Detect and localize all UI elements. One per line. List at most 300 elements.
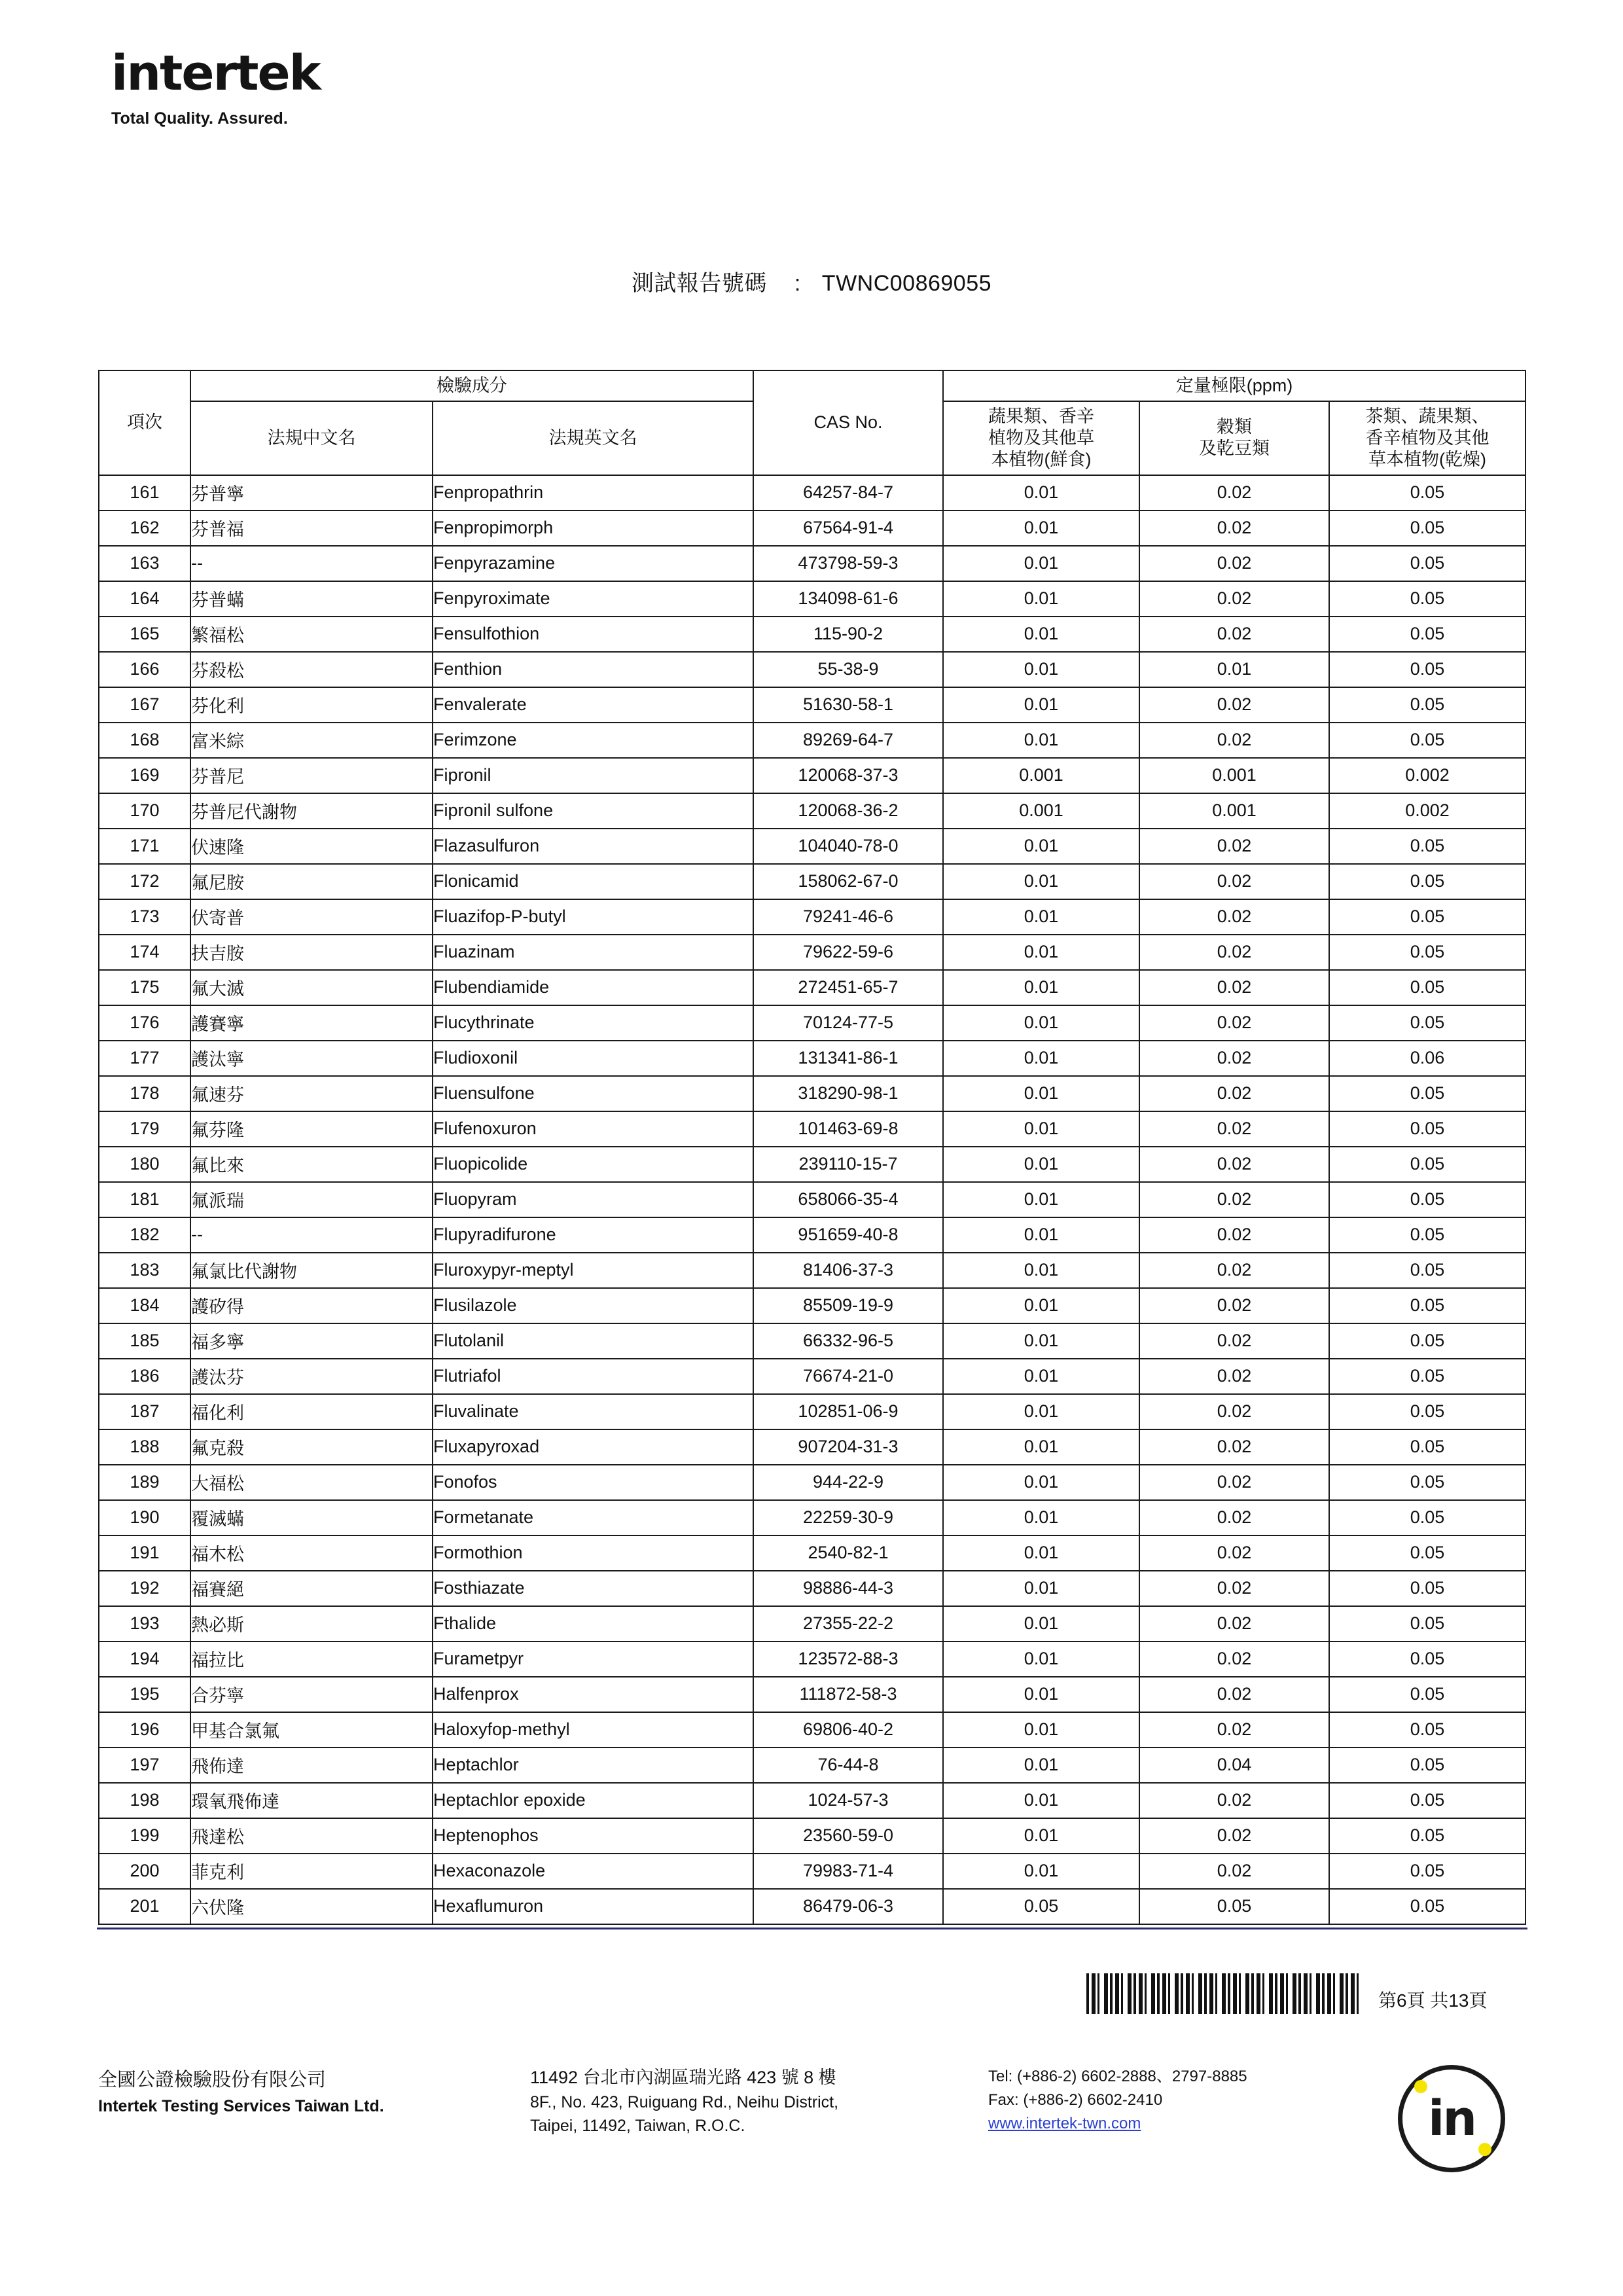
table-row [99,1465,1525,1500]
table-row [99,1429,1525,1465]
cell-cas: 79241-46-6 [753,899,943,935]
cell-limit-grain: 0.02 [1139,723,1329,758]
cell-name-en: Fenvalerate [433,687,753,723]
cell-name-zh: 芬普蟎 [190,581,433,617]
cell-name-zh: -- [190,546,433,581]
cell-name-zh: 福拉比 [190,1641,433,1677]
cell-limit-grain: 0.02 [1139,899,1329,935]
cell-index: 177 [99,1041,190,1076]
cell-index: 164 [99,581,190,617]
cell-limit-dried: 0.05 [1329,1571,1525,1606]
cell-index: 197 [99,1748,190,1783]
page-footer [98,2065,1538,2172]
cell-limit-grain: 0.02 [1139,1147,1329,1182]
cell-name-zh: 扶吉胺 [190,935,433,970]
cell-name-en: Flupyradifurone [433,1217,753,1253]
footer-tel: Tel: (+886-2) 6602-2888、2797-8885 [988,2068,1247,2085]
table-row [99,1535,1525,1571]
analyte-table [98,370,1526,1925]
cell-name-zh: 菲克利 [190,1854,433,1889]
cell-limit-dried: 0.002 [1329,793,1525,829]
cell-index: 186 [99,1359,190,1394]
cell-name-en: Fluensulfone [433,1076,753,1111]
cell-cas: 51630-58-1 [753,687,943,723]
cell-limit-fresh: 0.01 [943,970,1139,1005]
barcode-area [1086,1973,1488,2014]
footer-mark [1355,2065,1518,2172]
cell-index: 168 [99,723,190,758]
footer-divider [97,1928,1527,1929]
cell-name-zh: 芬普寧 [190,475,433,511]
table-row [99,1606,1525,1641]
footer-address-en-line1: 8F., No. 423, Ruiguang Rd., Neihu District, [530,2093,839,2112]
cell-index: 180 [99,1147,190,1182]
cell-index: 173 [99,899,190,935]
cell-index: 178 [99,1076,190,1111]
table-row [99,511,1525,546]
cell-cas: 111872-58-3 [753,1677,943,1712]
table-row [99,1076,1525,1111]
header-limit-dried-line1: 茶類、蔬果類、 [1365,406,1489,426]
cell-cas: 134098-61-6 [753,581,943,617]
cell-limit-fresh: 0.01 [943,511,1139,546]
cell-limit-fresh: 0.01 [943,1748,1139,1783]
header-limit-grain [1139,401,1329,475]
cell-index: 161 [99,475,190,511]
cell-name-en: Fluopicolide [433,1147,753,1182]
table-row [99,829,1525,864]
header-index: 項次 [99,370,190,475]
cell-name-zh: 氟速芬 [190,1076,433,1111]
cell-limit-fresh: 0.001 [943,758,1139,793]
cell-limit-grain: 0.02 [1139,475,1329,511]
cell-limit-dried: 0.05 [1329,546,1525,581]
cell-limit-fresh: 0.01 [943,1041,1139,1076]
cell-index: 170 [99,793,190,829]
cell-limit-fresh: 0.01 [943,581,1139,617]
cell-limit-dried: 0.05 [1329,1854,1525,1889]
cell-cas: 85509-19-9 [753,1288,943,1323]
cell-cas: 102851-06-9 [753,1394,943,1429]
cell-limit-grain: 0.02 [1139,1041,1329,1076]
cell-name-en: Fluazifop-P-butyl [433,899,753,935]
cell-name-zh: 繁福松 [190,617,433,652]
footer-company [98,2065,530,2116]
cell-limit-dried: 0.05 [1329,1889,1525,1924]
table-row [99,546,1525,581]
cell-name-en: Furametpyr [433,1641,753,1677]
cell-name-en: Fludioxonil [433,1041,753,1076]
cell-cas: 98886-44-3 [753,1571,943,1606]
cell-name-zh: 福賽絕 [190,1571,433,1606]
cell-limit-fresh: 0.01 [943,1111,1139,1147]
cell-name-en: Flutolanil [433,1323,753,1359]
cell-limit-fresh: 0.01 [943,1288,1139,1323]
cell-index: 176 [99,1005,190,1041]
table-row [99,581,1525,617]
table-row [99,1041,1525,1076]
table-row [99,1889,1525,1924]
cell-index: 183 [99,1253,190,1288]
cell-limit-grain: 0.001 [1139,758,1329,793]
cell-limit-fresh: 0.01 [943,475,1139,511]
cell-cas: 86479-06-3 [753,1889,943,1924]
cell-name-en: Fthalide [433,1606,753,1641]
cell-limit-fresh: 0.01 [943,1641,1139,1677]
cell-limit-grain: 0.02 [1139,1005,1329,1041]
table-row [99,1394,1525,1429]
cell-name-zh: 護矽得 [190,1288,433,1323]
cell-name-en: Hexaconazole [433,1854,753,1889]
header-limit-fresh-line3: 本植物(鮮食) [991,449,1092,469]
cell-name-zh: 氟芬隆 [190,1111,433,1147]
table-row [99,1323,1525,1359]
table-row [99,1111,1525,1147]
cell-name-en: Flucythrinate [433,1005,753,1041]
cell-limit-grain: 0.02 [1139,1217,1329,1253]
cell-limit-dried: 0.05 [1329,581,1525,617]
table-row [99,793,1525,829]
cell-limit-dried: 0.06 [1329,1041,1525,1076]
footer-address-en-line2: Taipei, 11492, Taiwan, R.O.C. [530,2117,745,2136]
cell-index: 185 [99,1323,190,1359]
cell-limit-fresh: 0.01 [943,1677,1139,1712]
table-row [99,1005,1525,1041]
table-body [99,475,1525,1924]
table-row [99,1500,1525,1535]
cell-name-en: Fluazinam [433,935,753,970]
cell-limit-fresh: 0.01 [943,1005,1139,1041]
cell-name-zh: 芬普福 [190,511,433,546]
table-row [99,1182,1525,1217]
report-number-line [0,265,1623,297]
cell-index: 174 [99,935,190,970]
cell-limit-dried: 0.05 [1329,1783,1525,1818]
cell-limit-grain: 0.02 [1139,1182,1329,1217]
cell-limit-grain: 0.02 [1139,1712,1329,1748]
cell-name-en: Formothion [433,1535,753,1571]
cell-name-zh: 護汰寧 [190,1041,433,1076]
cell-name-en: Heptenophos [433,1818,753,1854]
brand-logo [111,45,478,128]
cell-limit-dried: 0.05 [1329,723,1525,758]
cell-limit-grain: 0.02 [1139,511,1329,546]
cell-index: 194 [99,1641,190,1677]
cell-name-en: Fluopyram [433,1182,753,1217]
cell-name-en: Fipronil sulfone [433,793,753,829]
cell-name-zh: 芬化利 [190,687,433,723]
cell-limit-fresh: 0.01 [943,1253,1139,1288]
cell-index: 171 [99,829,190,864]
cell-limit-fresh: 0.01 [943,1465,1139,1500]
cell-limit-fresh: 0.01 [943,617,1139,652]
cell-limit-fresh: 0.01 [943,1854,1139,1889]
cell-index: 172 [99,864,190,899]
table-row [99,1748,1525,1783]
table-row [99,1818,1525,1854]
cell-name-en: Hexaflumuron [433,1889,753,1924]
cell-index: 189 [99,1465,190,1500]
cell-cas: 55-38-9 [753,652,943,687]
mark-glyph: in [1427,2090,1476,2147]
cell-cas: 123572-88-3 [753,1641,943,1677]
table-row [99,475,1525,511]
cell-limit-fresh: 0.01 [943,1783,1139,1818]
cell-index: 195 [99,1677,190,1712]
cell-cas: 1024-57-3 [753,1783,943,1818]
cell-limit-grain: 0.02 [1139,970,1329,1005]
brand-wordmark: intertek [111,45,320,101]
cell-name-zh: 氟派瑞 [190,1182,433,1217]
cell-name-en: Heptachlor [433,1748,753,1783]
cell-name-en: Flutriafol [433,1359,753,1394]
cell-cas: 272451-65-7 [753,970,943,1005]
cell-limit-grain: 0.01 [1139,652,1329,687]
header-cas: CAS No. [753,370,943,475]
cell-name-zh: 飛達松 [190,1818,433,1854]
cell-name-zh: 氟尼胺 [190,864,433,899]
cell-name-zh: 芬殺松 [190,652,433,687]
cell-name-en: Fluroxypyr-meptyl [433,1253,753,1288]
header-name-zh: 法規中文名 [190,401,433,475]
cell-cas: 473798-59-3 [753,546,943,581]
cell-limit-dried: 0.05 [1329,1147,1525,1182]
analyte-table-container [98,370,1525,1925]
cell-limit-grain: 0.02 [1139,1818,1329,1854]
header-limit-fresh-line1: 蔬果類、香辛 [988,406,1094,426]
cell-index: 162 [99,511,190,546]
cell-cas: 658066-35-4 [753,1182,943,1217]
cell-limit-fresh: 0.01 [943,546,1139,581]
cell-name-en: Fenpropimorph [433,511,753,546]
cell-limit-grain: 0.02 [1139,617,1329,652]
cell-limit-grain: 0.02 [1139,1323,1329,1359]
cell-name-en: Haloxyfop-methyl [433,1712,753,1748]
table-row [99,1147,1525,1182]
cell-index: 193 [99,1606,190,1641]
cell-limit-fresh: 0.01 [943,1571,1139,1606]
cell-name-en: Flusilazole [433,1288,753,1323]
cell-cas: 158062-67-0 [753,864,943,899]
cell-limit-fresh: 0.01 [943,1182,1139,1217]
table-row [99,970,1525,1005]
cell-index: 200 [99,1854,190,1889]
cell-limit-fresh: 0.01 [943,687,1139,723]
report-number-colon: : [794,271,801,296]
cell-name-en: Fipronil [433,758,753,793]
cell-cas: 67564-91-4 [753,511,943,546]
header-limit-dried [1329,401,1525,475]
cell-cas: 104040-78-0 [753,829,943,864]
cell-name-en: Fluvalinate [433,1394,753,1429]
cell-limit-dried: 0.05 [1329,1465,1525,1500]
cell-limit-dried: 0.05 [1329,1677,1525,1712]
cell-cas: 907204-31-3 [753,1429,943,1465]
table-row [99,1641,1525,1677]
header-limit-grain-line2: 及乾豆類 [1199,439,1270,459]
cell-name-zh: 氟克殺 [190,1429,433,1465]
cell-limit-fresh: 0.01 [943,829,1139,864]
cell-index: 163 [99,546,190,581]
table-row [99,864,1525,899]
cell-cas: 120068-36-2 [753,793,943,829]
header-limit-dried-line3: 草本植物(乾燥) [1368,449,1486,469]
cell-limit-fresh: 0.01 [943,935,1139,970]
cell-cas: 318290-98-1 [753,1076,943,1111]
cell-cas: 131341-86-1 [753,1041,943,1076]
cell-index: 191 [99,1535,190,1571]
cell-name-en: Flubendiamide [433,970,753,1005]
cell-cas: 120068-37-3 [753,758,943,793]
cell-cas: 69806-40-2 [753,1712,943,1748]
cell-cas: 81406-37-3 [753,1253,943,1288]
table-row [99,687,1525,723]
cell-limit-grain: 0.02 [1139,546,1329,581]
cell-name-en: Fenpyroximate [433,581,753,617]
table-row [99,1677,1525,1712]
cell-name-en: Fenthion [433,652,753,687]
cell-limit-fresh: 0.01 [943,1535,1139,1571]
cell-limit-grain: 0.04 [1139,1748,1329,1783]
cell-index: 165 [99,617,190,652]
cell-cas: 951659-40-8 [753,1217,943,1253]
cell-limit-dried: 0.05 [1329,970,1525,1005]
table-header [99,370,1525,475]
table-row [99,1854,1525,1889]
cell-index: 182 [99,1217,190,1253]
footer-address [530,2065,988,2138]
cell-limit-grain: 0.05 [1139,1889,1329,1924]
intertek-circle-icon [1398,2065,1505,2172]
cell-limit-grain: 0.02 [1139,1429,1329,1465]
cell-cas: 23560-59-0 [753,1818,943,1854]
cell-limit-dried: 0.05 [1329,864,1525,899]
header-limit-dried-line2: 香辛植物及其他 [1365,427,1489,448]
report-number-label: 測試報告號碼 [631,271,767,296]
cell-cas: 239110-15-7 [753,1147,943,1182]
cell-limit-dried: 0.05 [1329,475,1525,511]
cell-index: 198 [99,1783,190,1818]
cell-name-en: Flonicamid [433,864,753,899]
cell-name-en: Flufenoxuron [433,1111,753,1147]
cell-limit-fresh: 0.01 [943,899,1139,935]
mark-dot-bottom-right [1478,2143,1491,2156]
footer-contact [988,2065,1355,2136]
cell-limit-grain: 0.02 [1139,1677,1329,1712]
cell-limit-dried: 0.05 [1329,687,1525,723]
cell-limit-fresh: 0.01 [943,1500,1139,1535]
cell-cas: 79622-59-6 [753,935,943,970]
header-limit-group: 定量極限(ppm) [943,370,1525,401]
cell-name-zh: 福多寧 [190,1323,433,1359]
cell-name-zh: 伏寄普 [190,899,433,935]
cell-limit-grain: 0.02 [1139,1394,1329,1429]
cell-name-zh: 福木松 [190,1535,433,1571]
cell-index: 166 [99,652,190,687]
table-row [99,1359,1525,1394]
table-row [99,1712,1525,1748]
cell-limit-grain: 0.02 [1139,829,1329,864]
cell-name-en: Flazasulfuron [433,829,753,864]
cell-cas: 66332-96-5 [753,1323,943,1359]
cell-limit-grain: 0.02 [1139,1535,1329,1571]
table-row [99,1571,1525,1606]
cell-limit-dried: 0.05 [1329,899,1525,935]
cell-limit-grain: 0.02 [1139,1500,1329,1535]
cell-name-en: Heptachlor epoxide [433,1783,753,1818]
cell-name-zh: 氟氯比代謝物 [190,1253,433,1288]
footer-website-link[interactable]: www.intertek-twn.com [988,2115,1141,2132]
cell-limit-dried: 0.05 [1329,1217,1525,1253]
cell-limit-fresh: 0.01 [943,1712,1139,1748]
cell-name-en: Fensulfothion [433,617,753,652]
cell-name-zh: 環氧飛佈達 [190,1783,433,1818]
cell-limit-grain: 0.02 [1139,1641,1329,1677]
cell-limit-dried: 0.05 [1329,1429,1525,1465]
cell-limit-fresh: 0.01 [943,1429,1139,1465]
header-limit-fresh [943,401,1139,475]
cell-index: 201 [99,1889,190,1924]
cell-limit-dried: 0.05 [1329,617,1525,652]
cell-name-zh: 合芬寧 [190,1677,433,1712]
cell-name-en: Halfenprox [433,1677,753,1712]
cell-cas: 101463-69-8 [753,1111,943,1147]
cell-cas: 76674-21-0 [753,1359,943,1394]
cell-limit-dried: 0.002 [1329,758,1525,793]
cell-name-en: Fenpropathrin [433,475,753,511]
cell-name-zh: 甲基合氯氟 [190,1712,433,1748]
cell-index: 199 [99,1818,190,1854]
footer-address-zh: 11492 台北市內湖區瑞光路 423 號 8 樓 [530,2068,836,2087]
cell-limit-dried: 0.05 [1329,935,1525,970]
footer-company-en: Intertek Testing Services Taiwan Ltd. [98,2097,384,2115]
cell-name-zh: 氟比來 [190,1147,433,1182]
cell-name-zh: 六伏隆 [190,1889,433,1924]
cell-index: 192 [99,1571,190,1606]
cell-name-en: Fosthiazate [433,1571,753,1606]
cell-cas: 115-90-2 [753,617,943,652]
brand-tagline: Total Quality. Assured. [111,109,288,128]
cell-limit-grain: 0.02 [1139,864,1329,899]
cell-limit-fresh: 0.01 [943,1606,1139,1641]
cell-limit-dried: 0.05 [1329,1005,1525,1041]
cell-limit-grain: 0.02 [1139,935,1329,970]
cell-index: 190 [99,1500,190,1535]
cell-name-zh: 大福松 [190,1465,433,1500]
cell-cas: 22259-30-9 [753,1500,943,1535]
cell-name-zh: 富米綜 [190,723,433,758]
header-name-en: 法規英文名 [433,401,753,475]
table-row [99,758,1525,793]
cell-limit-fresh: 0.01 [943,1818,1139,1854]
table-row [99,1217,1525,1253]
cell-limit-grain: 0.02 [1139,581,1329,617]
cell-limit-grain: 0.02 [1139,1571,1329,1606]
cell-limit-dried: 0.05 [1329,1500,1525,1535]
cell-limit-dried: 0.05 [1329,1323,1525,1359]
cell-name-en: Fluxapyroxad [433,1429,753,1465]
cell-limit-grain: 0.02 [1139,1359,1329,1394]
page-indicator: 第6頁 共13頁 [1378,1990,1488,2011]
cell-limit-dried: 0.05 [1329,1182,1525,1217]
cell-limit-dried: 0.05 [1329,1535,1525,1571]
cell-limit-dried: 0.05 [1329,1359,1525,1394]
cell-limit-dried: 0.05 [1329,1606,1525,1641]
cell-name-zh: 芬普尼 [190,758,433,793]
cell-limit-dried: 0.05 [1329,1712,1525,1748]
cell-limit-dried: 0.05 [1329,1748,1525,1783]
footer-fax: Fax: (+886-2) 6602-2410 [988,2091,1163,2109]
